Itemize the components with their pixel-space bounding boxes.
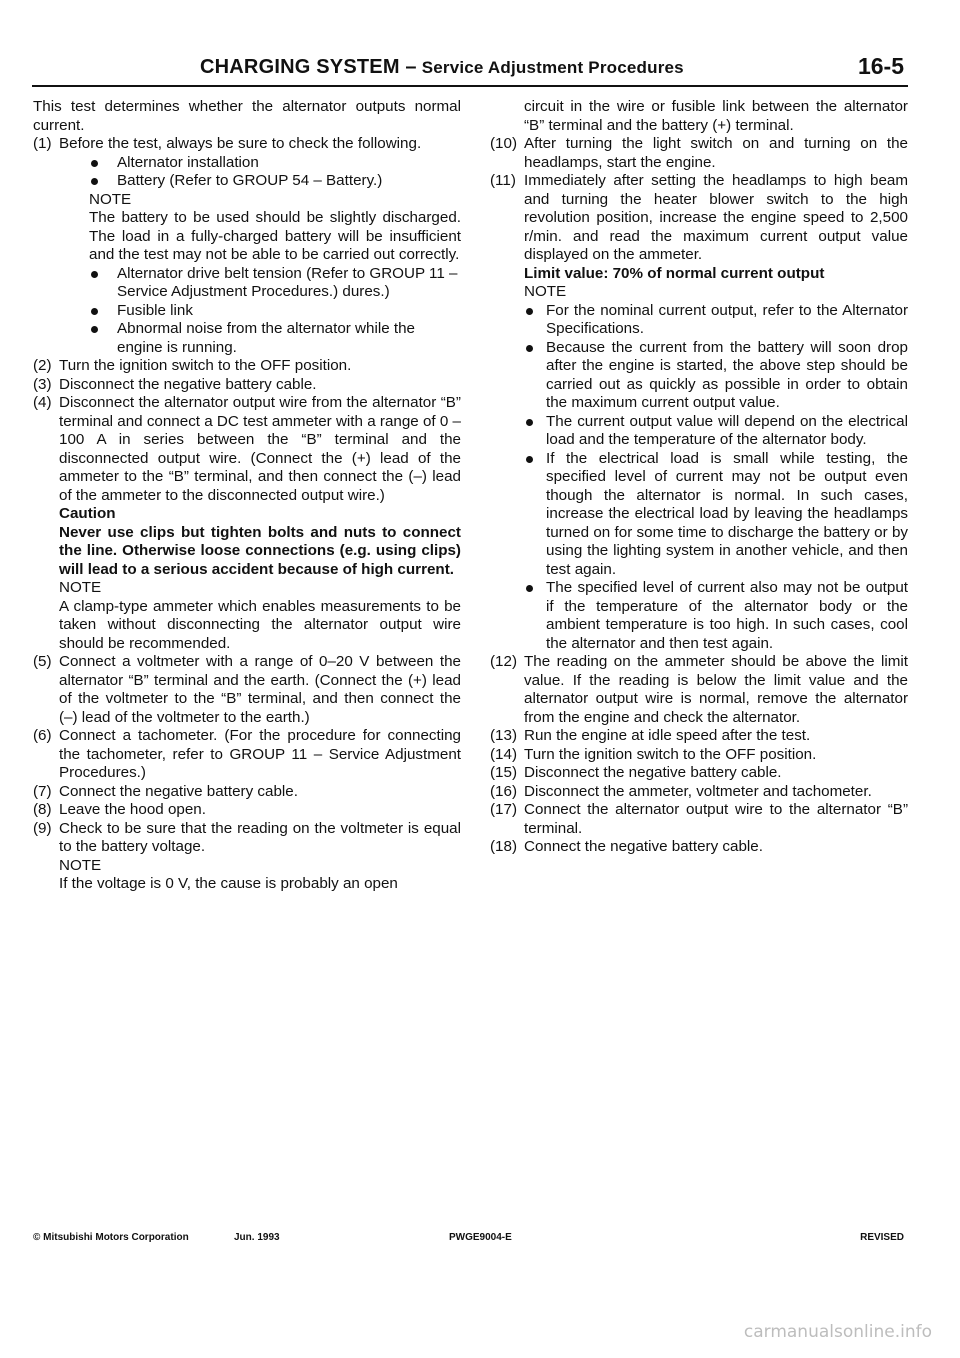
note-label: NOTE (59, 579, 102, 596)
step-1 (33, 135, 461, 154)
note-label: NOTE (59, 856, 102, 874)
step-number: (7) (33, 782, 52, 800)
step-12 (490, 653, 908, 727)
note-item: If the electrical load is small while testing, the specified level of current may not be output even though the alternator is normal. In such cases, increase the electrical load by leaving the headlamps turned on for some time to discharge the battery or by using the lighting system in another vehicle, and then test again. (490, 450, 908, 580)
step-number: (2) (33, 357, 52, 374)
note-label: NOTE (89, 190, 132, 208)
step-2 (33, 357, 461, 376)
step-number: (18) (490, 838, 518, 855)
step-number: (13) (490, 727, 518, 744)
page-number: 16-5 (857, 53, 904, 79)
step-text: Disconnect the ammeter, voltmeter and tachometer. (524, 782, 872, 800)
step-10 (490, 135, 908, 172)
step-number: (11) (490, 172, 516, 189)
step-text: Turn the ignition switch to the OFF position. (524, 745, 817, 763)
step-text: Disconnect the negative battery cable. (59, 375, 317, 393)
step-18 (490, 838, 908, 857)
limit-value: Limit value: 70% of normal current output (524, 264, 825, 282)
step-17 (490, 801, 908, 838)
step-16 (490, 783, 908, 802)
step-4 (33, 394, 461, 505)
caution-label: Caution (59, 505, 116, 522)
page-title (200, 56, 684, 79)
note-text: The battery to be used should be slightly discharged. The load in a fully-charged battery will be insufficient and the test may not be able to be carried out correctly. (89, 209, 461, 263)
step-number: (8) (33, 801, 52, 818)
step-11 (490, 172, 908, 265)
step-text: Immediately after setting the headlamps to high beam and turning the heater blower switch to the high revolution position, increase the engine speed to 2,500 r/min. and read the maximum current output value displayed on the ammeter. (524, 172, 908, 263)
right-column (490, 98, 908, 857)
checklist-item: Abnormal noise from the alternator while the engine is running. (33, 320, 461, 357)
step-number: (5) (33, 653, 52, 670)
checklist-item: Alternator drive belt tension (Refer to GROUP 11 – Service Adjustment Procedures.) dures.) (33, 265, 461, 302)
left-column (33, 98, 461, 894)
step-text: Connect a tachometer. (For the procedure for connecting the tachometer, refer to GROUP 11 – Service Adjustment Procedures.) (59, 727, 461, 781)
step-number: (4) (33, 394, 52, 411)
step-text: Turn the ignition switch to the OFF position. (59, 357, 352, 374)
step-text: Connect the negative battery cable. (59, 782, 298, 800)
note-item: Because the current from the battery will soon drop after the engine is started, the above step should be carried out as quickly as possible in order to obtain the maximum current output value. (490, 339, 908, 413)
title-sub: Service Adjustment Procedures (416, 58, 684, 77)
step-14 (490, 746, 908, 765)
step-6 (33, 727, 461, 783)
step-number: (15) (490, 764, 518, 781)
step-text: Connect a voltmeter with a range of 0–20 V between the alternator “B” terminal and the earth. (Connect the (+) lead of the voltmeter to the “B” terminal, and then connect the (–) lead of the voltmeter to the earth.) (59, 653, 461, 726)
footer-document-code: PWGE9004-E (449, 1232, 512, 1243)
note-label: NOTE (524, 283, 567, 300)
step-number: (1) (33, 135, 52, 152)
step-text: Connect the alternator output wire to the alternator “B” terminal. (524, 801, 908, 837)
step-number: (3) (33, 375, 52, 393)
step-3 (33, 376, 461, 395)
step-number: (12) (490, 653, 518, 670)
note-item: For the nominal current output, refer to the Alternator Specifications. (490, 302, 908, 339)
caution-text: Never use clips but tighten bolts and nuts to connect the line. Otherwise loose connections (e.g. using clips) will lead to a serious accident because of high current. (59, 523, 461, 578)
note-text: If the voltage is 0 V, the cause is probably an open (59, 875, 398, 892)
step-text: Check to be sure that the reading on the voltmeter is equal to the battery voltage. (59, 819, 461, 855)
step-number: (16) (490, 782, 518, 800)
title-main: CHARGING SYSTEM – (200, 56, 417, 78)
intro-paragraph: This test determines whether the alternator outputs normal current. (33, 98, 461, 134)
step-text: Disconnect the negative battery cable. (524, 764, 782, 781)
checklist-item: Fusible link (33, 302, 461, 321)
step-text: The reading on the ammeter should be above the limit value. If the reading is below the limit value and the alternator output wire is normal, remove the alternator from the engine and check the alternator. (524, 653, 908, 726)
step-text: Disconnect the alternator output wire from the alternator “B” terminal and connect a DC test ammeter with a range of 0 – 100 A in series between the “B” terminal and the disconnected output wire. (Connect the (+) lead of the ammeter to the “B” terminal, and then connect the (–) lead of the ammeter to the disconnected output wire.) (59, 394, 461, 504)
note-item: The specified level of current also may not be output if the temperature of the alternator body or the ambient temperature is too high. In such cases, cool the alternator and then test again. (490, 579, 908, 653)
step-15 (490, 764, 908, 783)
step-text: Connect the negative battery cable. (524, 838, 763, 855)
step-number: (6) (33, 727, 52, 744)
step-number: (17) (490, 801, 518, 818)
checklist-item: Battery (Refer to GROUP 54 – Battery.) (33, 172, 461, 191)
header-divider (32, 85, 908, 87)
note-text: A clamp-type ammeter which enables measurements to be taken without disconnecting the alternator output wire should be recommended. (59, 597, 461, 652)
note-item: The current output value will depend on the electrical load and the temperature of the alternator body. (490, 413, 908, 450)
step-number: (14) (490, 745, 518, 763)
step-text: After turning the light switch on and turning on the headlamps, start the engine. (524, 135, 908, 171)
step-8 (33, 801, 461, 820)
footer-date: Jun. 1993 (234, 1232, 280, 1243)
step-number: (9) (33, 819, 52, 837)
step-text: Before the test, always be sure to check the following. (59, 135, 422, 152)
footer-revised-stamp: REVISED (860, 1232, 904, 1243)
step-9 (33, 820, 461, 857)
step-5 (33, 653, 461, 727)
continued-text: circuit in the wire or fusible link between the alternator “B” terminal and the battery (+) terminal. (524, 98, 908, 134)
step-text: Leave the hood open. (59, 801, 206, 818)
step-13 (490, 727, 908, 746)
step-7 (33, 783, 461, 802)
site-watermark: carmanualsonline.info (743, 1322, 932, 1342)
step-text: Run the engine at idle speed after the test. (524, 727, 811, 744)
step-number: (10) (490, 135, 518, 152)
footer-copyright: © Mitsubishi Motors Corporation (33, 1232, 189, 1243)
checklist-item: Alternator installation (33, 154, 461, 173)
